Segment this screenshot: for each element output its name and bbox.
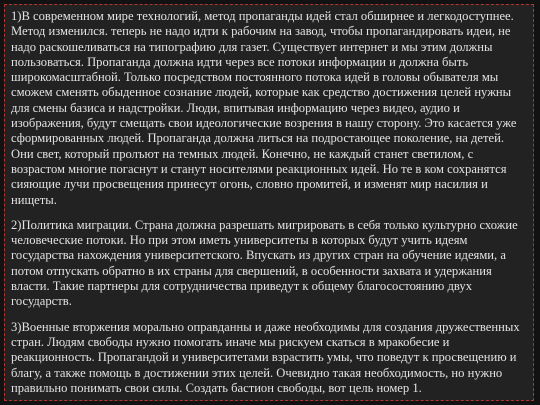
- paragraph-2: 2)Политика миграции. Страна должна разрешать мигрировать в себя только культурно схожие человеческие потоки. Но при этом иметь университеты в которых будут учить идеям государства нахождения университетского. Впускать из других стран на обучение идеями, а потом отпускать обратно в их страны для свершений, в особенности захвата и удержания власти. Такие партнеры для сотрудничества приведут к общему благосостоянию двух государств.: [11, 217, 518, 309]
- paragraph-3: 3)Военные вторжения морально оправданны и даже необходимы для создания дружественных стран. Людям свободы нужно помогать иначе мы рискуем скаться в мракобесие и реакционность. Пропагандой и университетами взрастить умы, что поведут к просвещению и благу, а также помощь в достижении этих целей. Очевидно такая необходимость, но нужно правильно понимать свои силы. Создать бастион свободы, вот цель номер 1.: [11, 319, 520, 395]
- paragraph-1: 1)В современном мире технологий, метод пропаганды идей стал обширнее и легкодоступнее. Метод изменился. теперь не надо идти к рабочим на завод, чтобы пропагандировать идеи, не надо раскошеливаться на типографию для газет. Существует интернет и мы этим должны пользоваться. Пропаганда должна идти через все потоки информации и должна быть широкомасштабной. Только посредством постоянного потока идей в головы обывателя мы сможем сменять обыденное сознание людей, которые как средство достижения целей нужны для смены базиса и надстройки. Люди, впитывая информацию через видео, аудио и изображения, будут смещать свои идеологические возрения в нашу сторону. Это касается уже сформированных людей. Пропаганда должна литься на подростающее поколение, на детей. Они свет, который пролъют на темных людей. Конечно, не каждый станет светилом, с возрастом многие погаснут и станут носителями реакционных идей. Но те в ком сохранятся сияющие лучи просвещения принесут огонь, словно промитей, и изменят мир насилия и нищеты.: [11, 9, 517, 207]
- document-body: [11, 9, 529, 401]
- document-frame: [4, 4, 534, 401]
